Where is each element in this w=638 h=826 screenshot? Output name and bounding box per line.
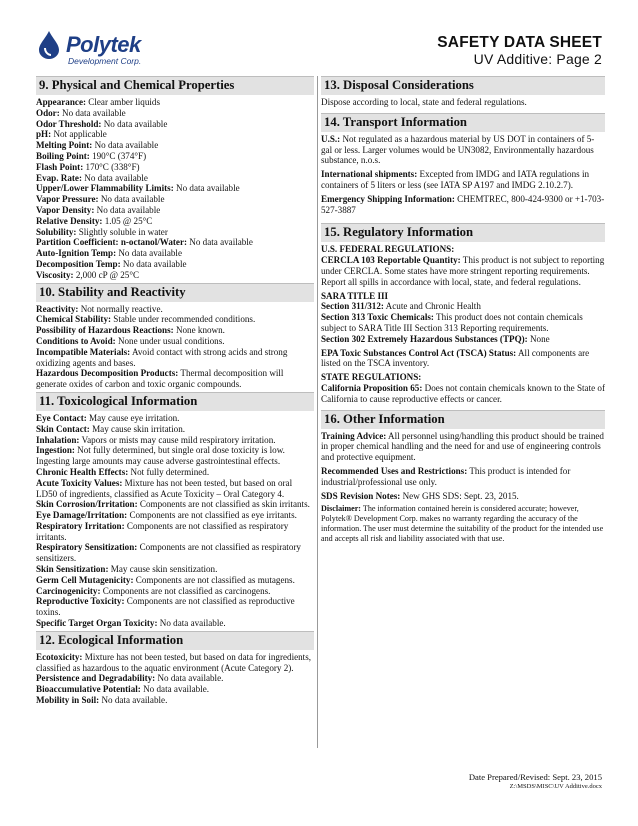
property-value: 190°C (374°F)	[89, 150, 147, 161]
sara-313-text: Section 313 Toxic Chemicals: This product does not contain chemicals subject to SARA Title III Section 313 Reporting requirements.	[321, 312, 583, 333]
property-row	[36, 227, 314, 238]
property-row	[36, 596, 314, 618]
property-row	[36, 695, 314, 706]
property-row	[36, 445, 314, 467]
section-13	[321, 76, 605, 111]
property-row	[36, 173, 314, 184]
property-label: Mobility in Soil:	[36, 695, 100, 706]
section-heading: 13. Disposal Considerations	[321, 76, 605, 95]
property-value: Not fully determined.	[128, 466, 210, 477]
property-row	[36, 194, 314, 205]
property-label: Relative Density:	[36, 215, 103, 226]
property-row	[36, 564, 314, 575]
property-value: No data available	[98, 194, 165, 205]
property-row	[36, 673, 314, 684]
section-heading: 11. Toxicological Information	[36, 392, 314, 411]
property-label: Upper/Lower Flammability Limits:	[36, 183, 174, 194]
property-value: No data available	[173, 183, 240, 194]
property-value: No data available	[120, 258, 187, 269]
property-value: No data available	[94, 204, 161, 215]
property-row	[36, 304, 314, 315]
footer-date: Date Prepared/Revised: Sept. 23, 2015	[468, 772, 602, 782]
property-label: Emergency Shipping Information:	[321, 193, 455, 204]
property-value: Not normally reactive.	[78, 303, 163, 314]
section-15	[321, 223, 605, 407]
footer-file-path: Z:\MSDS\MISC\UV Additive.docx	[509, 783, 602, 790]
property-label: Reactivity:	[36, 303, 79, 314]
section-body	[321, 134, 605, 216]
property-row	[36, 368, 314, 390]
property-value: No data available	[101, 118, 168, 129]
company-name: Polytek	[66, 32, 141, 57]
section-body	[36, 304, 314, 390]
property-row	[36, 684, 314, 695]
property-value: Excepted from IMDG and IATA regulations in containers of 5 liters or less (see IATA SP A197 and IMDG 2.10.2.7).	[321, 169, 590, 190]
property-label: Odor:	[36, 107, 60, 118]
property-value: No data available	[59, 107, 126, 118]
property-value: Components are not classified as eye irritants.	[127, 510, 297, 521]
property-label: Skin Sensitization:	[36, 564, 109, 575]
property-row	[36, 521, 314, 543]
property-value: Not regulated as a hazardous material by US DOT in containers of 5-gal or less. Larger volumes would be UN3082, Environmentally hazardous substance, n.o.s.	[321, 133, 595, 166]
section-heading: 10. Stability and Reactivity	[36, 283, 314, 302]
property-value: None under usual conditions.	[115, 335, 225, 346]
property-label: Bioaccumulative Potential:	[36, 684, 141, 695]
property-value: Components are not classified as reproductive toxins.	[36, 596, 295, 618]
property-value: Vapors or mists may cause mild respiratory irritation.	[79, 434, 276, 445]
sara-heading: SARA TITLE III	[321, 290, 389, 301]
section-14	[321, 113, 605, 222]
property-label: Appearance:	[36, 97, 87, 107]
property-value: Not applicable	[51, 129, 107, 140]
property-value: Thermal decomposition will generate oxides of carbon and toxic organic compounds.	[36, 368, 284, 390]
property-label: Auto-Ignition Temp:	[36, 248, 117, 259]
property-label: Boiling Point:	[36, 150, 90, 161]
disposal-text: Dispose according to local, state and federal regulations.	[321, 97, 527, 107]
property-value: No data available.	[155, 673, 224, 684]
property-label: Chemical Stability:	[36, 314, 112, 325]
property-row	[36, 108, 314, 119]
left-column	[36, 76, 314, 708]
property-row	[36, 336, 314, 347]
section-heading: 9. Physical and Chemical Properties	[36, 76, 314, 95]
document-header	[437, 34, 602, 68]
property-row	[36, 97, 314, 108]
property-value: No data available	[81, 172, 148, 183]
polytek-drop-icon	[36, 30, 62, 60]
document-title: SAFETY DATA SHEET	[437, 34, 602, 51]
property-row	[36, 205, 314, 216]
property-label: Ecotoxicity:	[36, 651, 83, 662]
property-row	[36, 499, 314, 510]
property-value: Not fully determined, but single oral dose toxicity is low. Ingesting large amounts may cause adverse gastrointestinal effects.	[36, 445, 285, 467]
section-body	[36, 97, 314, 281]
property-value: Slightly soluble in water	[76, 226, 168, 237]
sara-302-text: Section 302 Extremely Hazardous Substances (TPQ): None	[321, 333, 550, 344]
property-value: May cause skin sensitization.	[108, 564, 218, 575]
property-row	[36, 542, 314, 564]
property-value: Components are not classified as carcinogens.	[100, 585, 271, 596]
property-label: U.S.:	[321, 133, 341, 144]
property-row	[36, 586, 314, 597]
property-value: 2,000 cP @ 25°C	[73, 269, 140, 280]
property-row	[36, 467, 314, 478]
property-label: Odor Threshold:	[36, 118, 102, 129]
property-label: Chronic Health Effects:	[36, 466, 129, 477]
property-value: May cause skin irritation.	[89, 423, 186, 434]
section-heading: 15. Regulatory Information	[321, 223, 605, 242]
property-label: Melting Point:	[36, 140, 93, 151]
property-label: Hazardous Decomposition Products:	[36, 368, 179, 379]
section-9	[36, 76, 314, 281]
property-value: CHEMTREC, 800-424-9300 or +1-703-527-3887	[321, 193, 605, 215]
property-value: Components are not classified as respiratory sensitizers.	[36, 542, 301, 564]
property-label: Carcinogenicity:	[36, 585, 101, 596]
property-row	[36, 618, 314, 629]
property-label: Vapor Density:	[36, 204, 95, 215]
property-label: Conditions to Avoid:	[36, 335, 116, 346]
property-label: Skin Contact:	[36, 423, 90, 434]
property-label: International shipments:	[321, 169, 418, 180]
property-label: Flash Point:	[36, 161, 84, 172]
section-10	[36, 283, 314, 390]
property-row	[36, 237, 314, 248]
property-value: Components are not classified as respiratory irritants.	[36, 520, 289, 542]
property-label: Viscosity:	[36, 269, 74, 280]
property-label: Eye Damage/Irritation:	[36, 510, 128, 521]
section-16	[321, 410, 605, 544]
property-label: Germ Cell Mutagenicity:	[36, 574, 134, 585]
property-label: Persistence and Degradability:	[36, 673, 156, 684]
property-row	[36, 435, 314, 446]
column-divider	[317, 76, 318, 748]
disclaimer-text: Disclaimer: The information contained herein is considered accurate; however, Polytek® Development Corp. makes no warranty regarding the accuracy of the information. The user must determine the suitability of the product for the intended use and accepts all risk and liability associated with that use.	[321, 504, 604, 543]
tsca-text: EPA Toxic Substances Control Act (TSCA) Status: All components are listed on the TSCA inventory.	[321, 347, 590, 369]
property-row	[36, 183, 314, 194]
section-body	[36, 413, 314, 629]
property-row	[36, 248, 314, 259]
property-row	[36, 325, 314, 336]
property-row	[321, 169, 605, 191]
property-value: Mixture has not been tested, but based on data for ingredients, classified as hazardous to the aquatic environment (Acute Category 2).	[36, 651, 312, 673]
property-label: Eye Contact:	[36, 412, 87, 423]
sara-311-text: Section 311/312: Acute and Chronic Health	[321, 301, 481, 312]
property-label: Decomposition Temp:	[36, 258, 121, 269]
property-label: Inhalation:	[36, 434, 80, 445]
property-value: No data available	[116, 248, 182, 259]
section-heading: 14. Transport Information	[321, 113, 605, 132]
federal-heading: U.S. FEDERAL REGULATIONS:	[321, 244, 455, 255]
property-label: Respiratory Sensitization:	[36, 542, 138, 553]
property-label: Partition Coefficient: n-octanol/Water:	[36, 237, 188, 248]
property-row	[36, 652, 314, 674]
property-row	[321, 194, 605, 216]
section-body	[36, 652, 314, 706]
property-row	[36, 216, 314, 227]
property-value: No data available	[92, 140, 159, 151]
property-label: Reproductive Toxicity:	[36, 596, 125, 607]
property-label: Possibility of Hazardous Reactions:	[36, 325, 174, 336]
section-11	[36, 392, 314, 629]
property-row	[36, 314, 314, 325]
property-row	[36, 478, 314, 500]
company-logo	[36, 30, 176, 70]
property-value: Mixture has not been tested, but based on oral LD50 of ingredients, classified as Acute Toxicity – Oral Category 4.	[36, 477, 293, 499]
prop65-text: California Proposition 65: Does not contain chemicals known to the State of California to cause reproductive effects or cancer.	[321, 382, 605, 404]
property-value: Avoid contact with strong acids and strong oxidizing agents and bases.	[36, 346, 288, 368]
property-value: Clear amber liquids	[86, 97, 161, 107]
property-value: None known.	[173, 325, 225, 336]
property-label: pH:	[36, 129, 52, 140]
property-label: Respiratory Irritation:	[36, 520, 125, 531]
property-row	[36, 140, 314, 151]
property-value: Stable under recommended conditions.	[111, 314, 256, 325]
property-label: Incompatible Materials:	[36, 346, 131, 357]
cercla-text: CERCLA 103 Reportable Quantity: This product is not subject to reporting under CERCLA. Some states have more stringent reporting requirements. Report all spills in accordance with local, state, and federal regulations.	[321, 255, 605, 287]
property-label: Evap. Rate:	[36, 172, 82, 183]
property-label: Vapor Pressure:	[36, 194, 99, 205]
property-value: No data available.	[99, 695, 168, 706]
revision-text: SDS Revision Notes: New GHS SDS: Sept. 23, 2015.	[321, 490, 519, 501]
property-label: Skin Corrosion/Irritation:	[36, 499, 138, 510]
property-row	[36, 347, 314, 369]
property-label: Specific Target Organ Toxicity:	[36, 618, 158, 629]
document-subtitle: UV Additive: Page 2	[473, 51, 602, 67]
right-column	[321, 76, 605, 546]
property-row	[36, 424, 314, 435]
property-row	[321, 134, 605, 166]
property-row	[36, 259, 314, 270]
property-value: Components are not classified as skin irritants.	[137, 499, 310, 510]
company-subtitle: Development Corp.	[68, 56, 142, 66]
uses-text: Recommended Uses and Restrictions: This product is intended for industrial/professional use only.	[321, 465, 571, 487]
property-row	[36, 510, 314, 521]
property-label: Ingestion:	[36, 445, 75, 456]
section-heading: 12. Ecological Information	[36, 631, 314, 650]
section-12	[36, 631, 314, 706]
property-row	[36, 575, 314, 586]
property-value: No data available.	[140, 684, 210, 695]
property-label: Acute Toxicity Values:	[36, 477, 123, 488]
property-row	[36, 119, 314, 130]
property-label: Solubility:	[36, 226, 77, 237]
training-text: Training Advice: All personnel using/handling this product should be trained in proper chemical handling and the need for and use of engineering controls and protective equipment.	[321, 430, 604, 463]
property-row	[36, 129, 314, 140]
property-value: No data available.	[157, 618, 226, 629]
property-row	[36, 162, 314, 173]
property-value: 1.05 @ 25°C	[102, 215, 153, 226]
state-heading: STATE REGULATIONS:	[321, 372, 422, 383]
section-heading: 16. Other Information	[321, 410, 605, 429]
property-value: No data available	[187, 237, 253, 248]
property-value: May cause eye irritation.	[86, 412, 180, 423]
property-row	[36, 151, 314, 162]
property-value: 170°C (338°F)	[83, 161, 140, 172]
property-value: Components are not classified as mutagens.	[133, 574, 295, 585]
property-row	[36, 270, 314, 281]
property-row	[36, 413, 314, 424]
